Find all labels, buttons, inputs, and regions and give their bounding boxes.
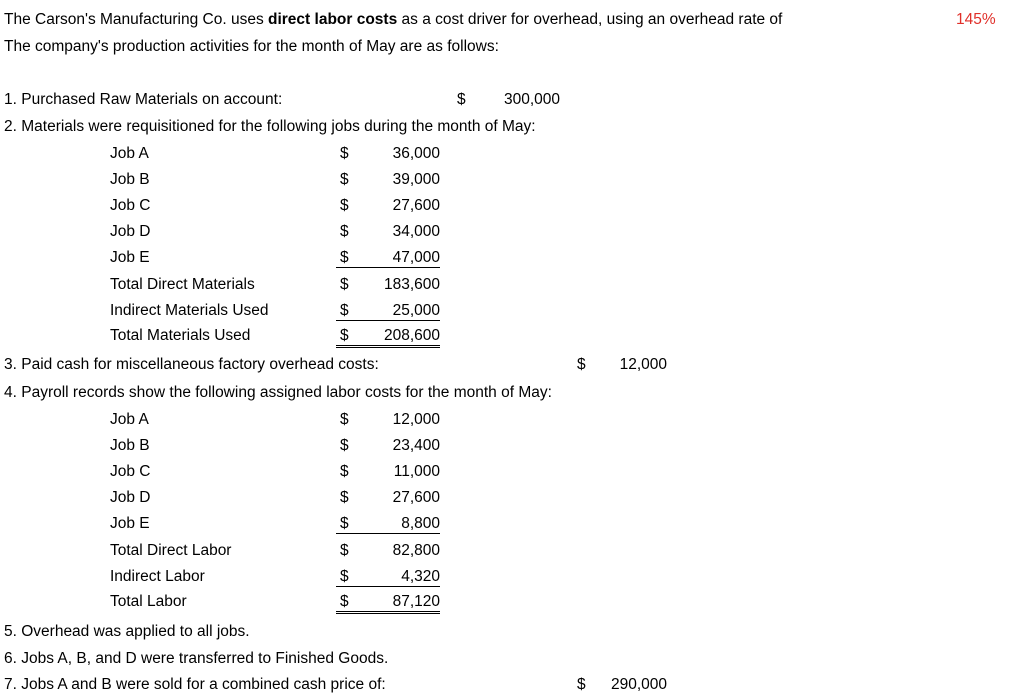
item-6-label: 6. Jobs A, B, and D were transferred to Finished Goods.	[4, 650, 389, 667]
labor-row-amount: 23,400	[392, 437, 440, 454]
intro-line-1	[4, 10, 782, 30]
item-3-currency: $	[577, 356, 586, 373]
item-3-label: 3. Paid cash for miscellaneous factory overhead costs:	[4, 356, 379, 373]
materials-row-label: Job E	[110, 249, 150, 266]
indirect-labor-label: Indirect Labor	[110, 568, 205, 585]
materials-row-amount: 36,000	[392, 145, 440, 162]
materials-row-label: Job B	[110, 171, 150, 188]
total-materials-used-currency: $	[340, 327, 349, 344]
item-3-amount: 12,000	[619, 356, 667, 373]
total-direct-labor-currency: $	[340, 542, 349, 559]
indirect-labor-amount: 4,320	[401, 568, 440, 585]
materials-row-amount: 39,000	[392, 171, 440, 188]
materials-row-label: Job C	[110, 197, 151, 214]
intro-line-2: The company's production activities for the month of May are as follows:	[4, 38, 499, 55]
labor-row-currency: $	[340, 437, 349, 454]
labor-row-currency: $	[340, 515, 349, 532]
labor-row-currency: $	[340, 489, 349, 506]
labor-row-amount: 27,600	[392, 489, 440, 506]
item-7-label: 7. Jobs A and B were sold for a combined cash price of:	[4, 676, 386, 693]
indirect-materials-label: Indirect Materials Used	[110, 302, 269, 319]
materials-row-label: Job A	[110, 145, 149, 162]
materials-row-amount: 47,000	[392, 249, 440, 266]
intro-bold-text: direct labor costs	[268, 11, 398, 28]
total-labor-currency: $	[340, 593, 349, 610]
total-direct-labor-amount: 82,800	[392, 542, 440, 559]
indirect-labor-currency: $	[340, 568, 349, 585]
total-direct-materials-currency: $	[340, 276, 349, 293]
total-direct-materials-amount: 183,600	[383, 276, 440, 293]
total-direct-labor-label: Total Direct Labor	[110, 542, 232, 559]
intro-text-b: as a cost driver for overhead, using an overhead rate of	[397, 11, 783, 28]
indirect-materials-amount: 25,000	[392, 302, 440, 319]
labor-row-label: Job B	[110, 437, 150, 454]
item-7-currency: $	[577, 676, 586, 693]
labor-row-amount: 11,000	[393, 463, 440, 480]
materials-row-amount: 34,000	[392, 223, 440, 240]
total-direct-materials-label: Total Direct Materials	[110, 276, 255, 293]
materials-row-amount: 27,600	[392, 197, 440, 214]
item-2-label: 2. Materials were requisitioned for the following jobs during the month of May:	[4, 118, 536, 135]
materials-row-currency: $	[340, 145, 349, 162]
labor-row-label: Job D	[110, 489, 151, 506]
materials-row-currency: $	[340, 223, 349, 240]
intro-text-a: The Carson's Manufacturing Co. uses	[4, 11, 268, 28]
labor-row-label: Job C	[110, 463, 151, 480]
labor-row-currency: $	[340, 411, 349, 428]
labor-row-amount: 8,800	[401, 515, 440, 532]
materials-row-currency: $	[340, 197, 349, 214]
labor-row-label: Job A	[110, 411, 149, 428]
item-1-amount: 300,000	[503, 91, 560, 108]
labor-row-amount: 12,000	[392, 411, 440, 428]
item-5-label: 5. Overhead was applied to all jobs.	[4, 623, 250, 640]
materials-row-currency: $	[340, 249, 349, 266]
item-4-label: 4. Payroll records show the following assigned labor costs for the month of May:	[4, 384, 552, 401]
total-labor-amount: 87,120	[392, 593, 440, 610]
total-materials-used-amount: 208,600	[383, 327, 440, 344]
materials-row-currency: $	[340, 171, 349, 188]
labor-row-label: Job E	[110, 515, 150, 532]
total-materials-used-label: Total Materials Used	[110, 327, 251, 344]
total-labor-label: Total Labor	[110, 593, 187, 610]
labor-row-currency: $	[340, 463, 349, 480]
materials-row-label: Job D	[110, 223, 151, 240]
item-7-amount: 290,000	[610, 676, 667, 693]
overhead-rate: 145%	[956, 11, 996, 28]
item-1-label: 1. Purchased Raw Materials on account:	[4, 91, 283, 108]
indirect-materials-currency: $	[340, 302, 349, 319]
item-1-currency: $	[457, 91, 466, 108]
